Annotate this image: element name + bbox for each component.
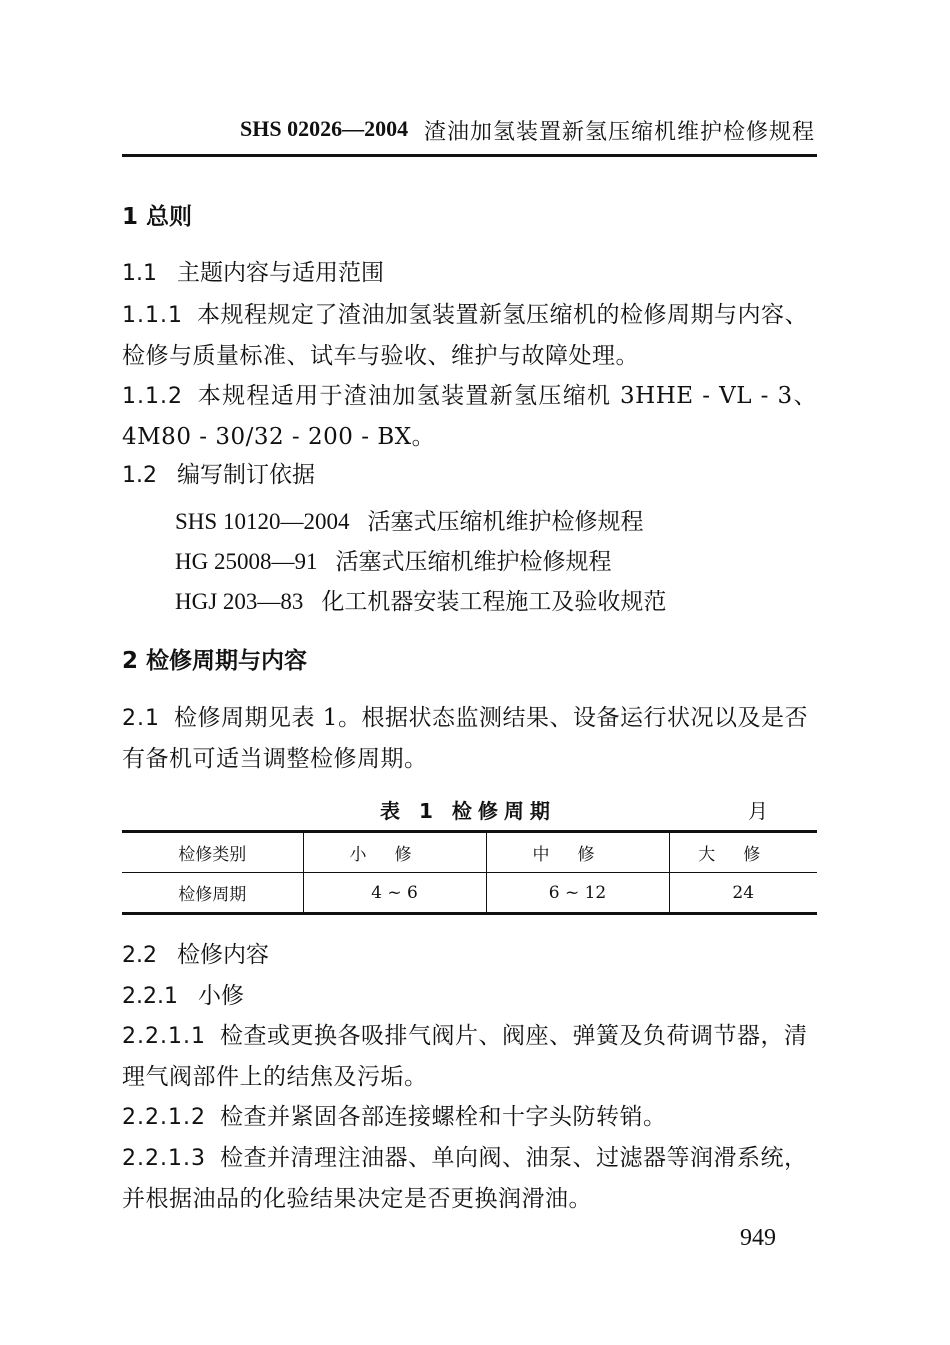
table-caption: 表 1 检修周期 [380, 799, 556, 823]
list-item-number: 2.2.1.2 [122, 1105, 206, 1130]
subsection-1-2-number: 1.2 [122, 463, 157, 488]
subsection-1-1-title: 主题内容与适用范围 [177, 260, 384, 286]
table-unit: 月 [748, 799, 768, 823]
section-1-heading: 1 总则 [122, 204, 193, 230]
paragraph-2-1 [122, 698, 817, 779]
table-cell: 6 ~ 12 [486, 873, 669, 914]
paragraph-1-1-1-number: 1.1.1 [122, 303, 183, 328]
paragraph-2-1-text: 检修周期见表 1。根据状态监测结果、设备运行状况以及是否有备机可适当调整检修周期。 [122, 705, 808, 772]
subsection-2-2-1 [122, 976, 244, 1017]
subsection-2-2-title: 检修内容 [177, 942, 269, 968]
subsection-1-1-number: 1.1 [122, 261, 157, 286]
paragraph-1-1-2 [122, 376, 817, 457]
table-row-header: 检修周期 [122, 873, 303, 914]
list-item [122, 1138, 817, 1219]
table-row [122, 873, 817, 914]
table-row-header: 检修类别 [122, 832, 303, 873]
list-item-number: 2.2.1.1 [122, 1024, 206, 1049]
header-title: 渣油加氢装置新氢压缩机维护检修规程 [424, 120, 816, 145]
list-item [122, 1097, 817, 1138]
subsection-2-2-number: 2.2 [122, 943, 157, 968]
subsection-1-1 [122, 253, 384, 294]
reference-item [175, 583, 666, 616]
subsection-1-2-title: 编写制订依据 [177, 462, 315, 488]
reference-code: HG 25008—91 [175, 549, 318, 574]
list-item-text: 检查或更换各吸排气阀片、阀座、弹簧及负荷调节器，清理气阀部件上的结焦及污垢。 [122, 1023, 808, 1090]
list-item [122, 1016, 817, 1097]
subsection-2-2-1-title: 小修 [197, 983, 244, 1009]
maintenance-cycle-table [122, 830, 817, 915]
list-item-number: 2.2.1.3 [122, 1146, 206, 1171]
list-item-text: 检查并清理注油器、单向阀、油泵、过滤器等润滑系统，并根据油品的化验结果决定是否更换润滑油。 [122, 1145, 808, 1212]
table-cell: 4 ~ 6 [303, 873, 486, 914]
list-item-text: 检查并紧固各部连接螺栓和十字头防转销。 [219, 1104, 667, 1130]
subsection-2-2 [122, 935, 269, 976]
table-row [122, 832, 817, 873]
table-cell: 24 [669, 873, 817, 914]
reference-title: 活塞式压缩机维护检修规程 [335, 549, 612, 575]
paragraph-1-1-1 [122, 295, 817, 376]
reference-title: 化工机器安装工程施工及验收规范 [321, 589, 667, 615]
reference-code: SHS 10120—2004 [175, 509, 350, 534]
header-rule [122, 154, 817, 157]
section-2-heading: 2 检修周期与内容 [122, 648, 308, 674]
subsection-2-2-1-number: 2.2.1 [122, 984, 178, 1009]
header-code: SHS 02026—2004 [240, 116, 409, 141]
reference-item [175, 543, 611, 576]
reference-code: HGJ 203—83 [175, 589, 304, 614]
table-cell: 中修 [486, 832, 669, 873]
paragraph-1-1-2-number: 1.1.2 [122, 384, 183, 409]
reference-item [175, 503, 643, 536]
reference-title: 活塞式压缩机维护检修规程 [367, 509, 644, 535]
table-cell: 大修 [669, 832, 817, 873]
table-cell: 小修 [303, 832, 486, 873]
paragraph-1-1-2-text: 本规程适用于渣油加氢装置新氢压缩机 3HHE - VL - 3、4M80 - 30/32 - 200 - BX。 [122, 383, 817, 450]
page-number: 949 [740, 1225, 776, 1251]
subsection-1-2 [122, 455, 315, 496]
paragraph-2-1-number: 2.1 [122, 706, 160, 731]
paragraph-1-1-1-text: 本规程规定了渣油加氢装置新氢压缩机的检修周期与内容、检修与质量标准、试车与验收、维护与故障处理。 [122, 302, 808, 369]
